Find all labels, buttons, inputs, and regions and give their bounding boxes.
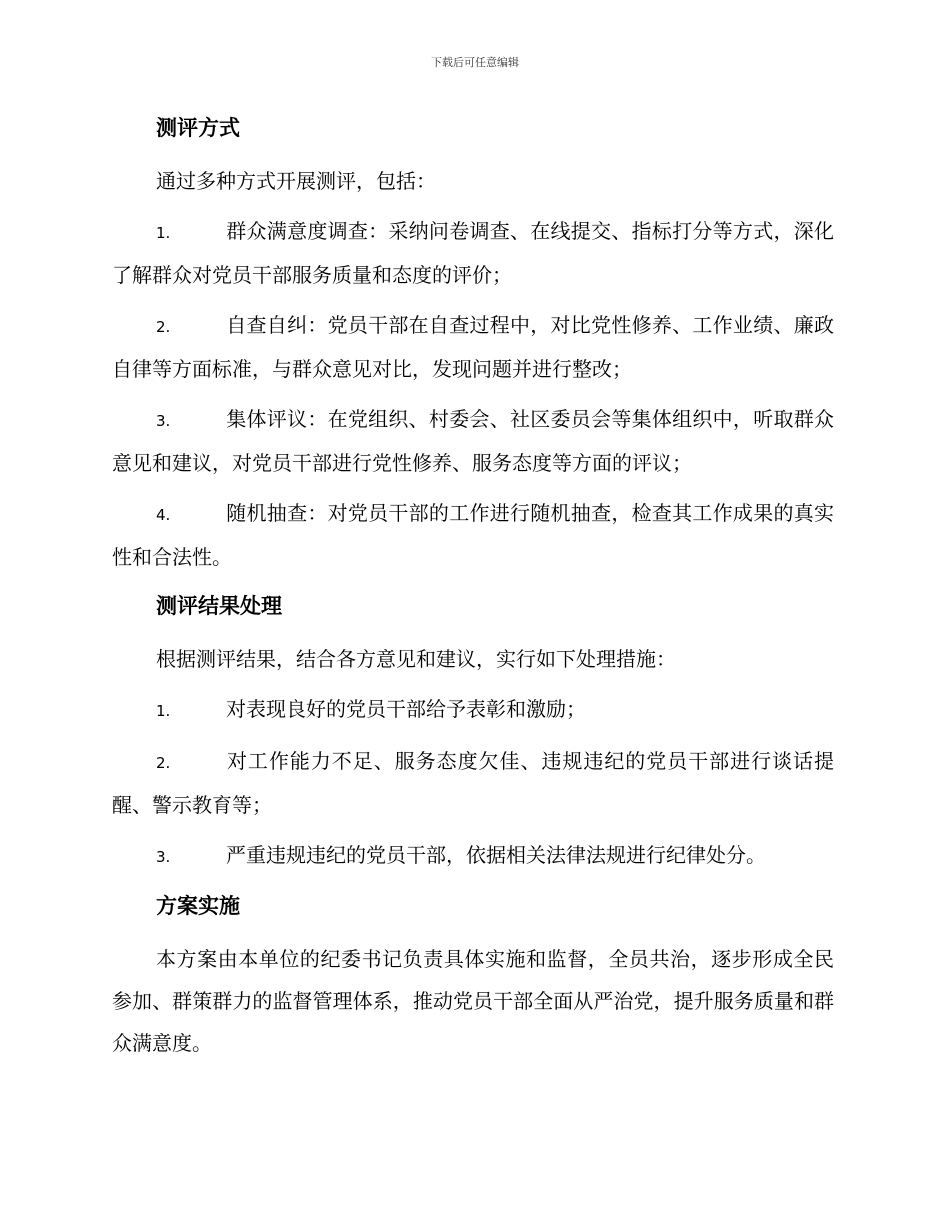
list-item xyxy=(112,740,834,826)
list-text: 严重违规违纪的党员干部，依据相关法律法规进行纪律处分。 xyxy=(226,843,766,867)
page-header: 下载后可任意编辑 xyxy=(431,56,519,69)
list-text: 自查自纠：党员干部在自查过程中，对比党性修养、工作业绩、廉政自律等方面标准，与群众意见对比，发现问题并进行整改； xyxy=(112,313,834,381)
list-number: 1. xyxy=(156,224,171,242)
list-item xyxy=(112,304,834,390)
document-body xyxy=(112,108,834,1072)
section-intro: 根据测评结果，结合各方意见和建议，实行如下处理措施： xyxy=(156,647,676,671)
list-item xyxy=(112,398,834,484)
list-item xyxy=(112,688,834,732)
list-text: 对工作能力不足、服务态度欠佳、违规违纪的党员干部进行谈话提醒、警示教育等； xyxy=(112,749,834,817)
section-heading-implementation: 方案实施 xyxy=(156,894,240,918)
section-heading-evaluation-method: 测评方式 xyxy=(156,116,240,140)
section-intro: 通过多种方式开展测评，包括： xyxy=(156,169,436,193)
list-text: 对表现良好的党员干部给予表彰和激励； xyxy=(226,697,586,721)
list-number: 1. xyxy=(156,702,171,720)
section-body: 本方案由本单位的纪委书记负责具体实施和监督，全员共治，逐步形成全民参加、群策群力的监督管理体系，推动党员干部全面从严治党，提升服务质量和群众满意度。 xyxy=(112,947,834,1055)
list-number: 3. xyxy=(156,848,171,866)
list-number: 4. xyxy=(156,506,171,524)
list-item xyxy=(112,210,834,296)
section-heading-result-handling: 测评结果处理 xyxy=(156,594,282,618)
list-number: 3. xyxy=(156,412,171,430)
list-text: 随机抽查：对党员干部的工作进行随机抽查，检查其工作成果的真实性和合法性。 xyxy=(112,501,834,569)
list-text: 集体评议：在党组织、村委会、社区委员会等集体组织中，听取群众意见和建议，对党员干部进行党性修养、服务态度等方面的评议； xyxy=(112,407,834,475)
list-item xyxy=(112,492,834,578)
list-number: 2. xyxy=(156,318,171,336)
list-number: 2. xyxy=(156,754,171,772)
list-item xyxy=(112,834,834,878)
list-text: 群众满意度调查：采纳问卷调查、在线提交、指标打分等方式，深化了解群众对党员干部服务质量和态度的评价； xyxy=(112,219,834,287)
